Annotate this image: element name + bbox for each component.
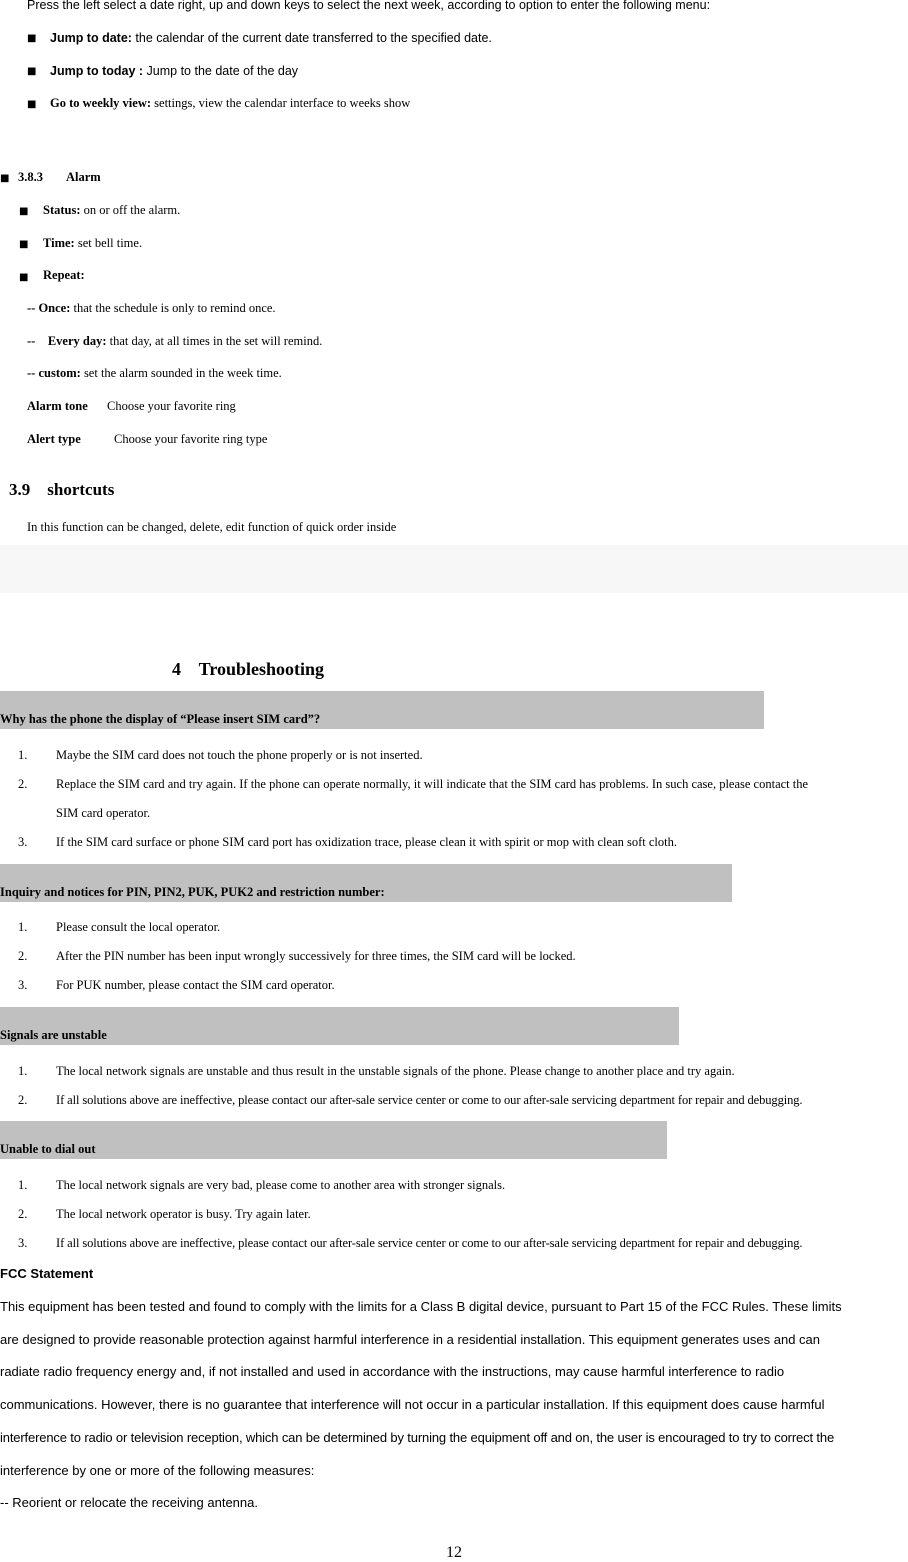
answer-text: For PUK number, please contact the SIM card operator. [56,978,335,992]
item-number: 1. [18,1064,28,1078]
repeat-every-day: -- Every day: that day, at all times in the set will remind. [27,334,323,348]
answer-text: After the PIN number has been input wrongly successively for three times, the SIM card will be locked. [56,949,576,963]
repeat-once: -- Once: that the schedule is only to remind once. [27,301,276,315]
item-number: 3. [18,1236,28,1250]
menu-item-jump-to-date: Jump to date: the calendar of the current date transferred to the specified date. [50,31,492,45]
answer-text: Maybe the SIM card does not touch the phone properly or is not inserted. [56,748,423,762]
bullet-icon: ■ [0,173,10,184]
item-number: 3. [18,978,28,992]
answer-text: If all solutions above are ineffective, please contact our after-sale service center or come to our after-sale servicing department for repair and debugging. [56,1236,803,1250]
bullet-icon: ■ [19,272,29,283]
alarm-tone-text: Choose your favorite ring [107,399,236,413]
answer-text: Please consult the local operator. [56,920,221,934]
question-pin-puk: Inquiry and notices for PIN, PIN2, PUK, PUK2 and restriction number: [0,885,385,899]
question-signals-unstable: Signals are unstable [0,1028,107,1042]
answer-text: The local network signals are very bad, please come to another area with stronger signals. [56,1178,506,1192]
answer-text: SIM card operator. [56,806,151,820]
alarm-tone-label: Alarm tone [27,399,88,413]
item-number: 3. [18,835,28,849]
item-number: 1. [18,748,28,762]
alarm-repeat: Repeat: [43,268,85,282]
item-number: 2. [18,949,28,963]
alarm-time: Time: set bell time. [43,236,143,250]
fcc-line: interference to radio or television reception, which can be determined by turning the equipment off and on, the user is encouraged to try to correct the [0,1430,835,1445]
menu-item-weekly-view: Go to weekly view: settings, view the calendar interface to weeks show [50,96,411,110]
alert-type-text: Choose your favorite ring type [114,432,268,446]
bullet-icon: ■ [27,66,37,77]
fcc-line: interference by one or more of the following measures: [0,1463,315,1478]
fcc-line: are designed to provide reasonable protection against harmful interference in a residential installation. This equipment generates uses and can [0,1332,820,1347]
blank-band [0,545,908,593]
answer-text: If all solutions above are ineffective, please contact our after-sale service center or come to our after-sale servicing department for repair and debugging. [56,1093,803,1107]
page-number: 12 [446,1544,462,1561]
bullet-icon: ■ [19,239,29,250]
item-number: 2. [18,1093,28,1107]
fcc-line: This equipment has been tested and found to comply with the limits for a Class B digital device, pursuant to Part 15 of the FCC Rules. These limits [0,1299,842,1314]
answer-text: The local network signals are unstable and thus result in the unstable signals of the phone. Please change to another place and try again. [56,1064,735,1078]
repeat-custom: -- custom: set the alarm sounded in the week time. [27,366,282,380]
bullet-icon: ■ [27,99,37,110]
shortcuts-heading: 3.9 shortcuts [9,480,115,499]
troubleshooting-heading: 4 Troubleshooting [172,659,325,679]
shortcuts-text: In this function can be changed, delete, edit function of quick order inside [27,520,397,534]
bullet-icon: ■ [27,33,37,44]
menu-item-jump-to-today: Jump to today : Jump to the date of the day [50,64,299,78]
answer-text: Replace the SIM card and try again. If the phone can operate normally, it will indicate that the SIM card has problems. In such case, please contact the [56,777,809,791]
alert-type-label: Alert type [27,432,81,446]
answer-text: If the SIM card surface or phone SIM card port has oxidization trace, please clean it with spirit or mop with clean soft cloth. [56,835,677,849]
bullet-icon: ■ [19,206,29,217]
item-number: 2. [18,1207,28,1221]
fcc-title: FCC Statement [0,1266,94,1281]
alarm-section-number: 3.8.3 [18,170,43,184]
fcc-line: radiate radio frequency energy and, if not installed and used in accordance with the instructions, may cause harmful interference to radio [0,1364,785,1379]
item-number: 1. [18,920,28,934]
alarm-status: Status: on or off the alarm. [43,203,181,217]
answer-text: The local network operator is busy. Try again later. [56,1207,311,1221]
question-unable-to-dial: Unable to dial out [0,1142,96,1156]
calendar-intro: Press the left select a date right, up and down keys to select the next week, according to option to enter the following menu: [27,0,711,12]
fcc-line: -- Reorient or relocate the receiving antenna. [0,1495,258,1510]
alarm-section-title: Alarm [66,170,101,184]
question-band [0,1121,667,1159]
item-number: 1. [18,1178,28,1192]
question-sim-card: Why has the phone the display of “Please insert SIM card”? [0,712,321,726]
fcc-line: communications. However, there is no guarantee that interference will not occur in a particular installation. If this equipment does cause harmful [0,1397,825,1412]
item-number: 2. [18,777,28,791]
